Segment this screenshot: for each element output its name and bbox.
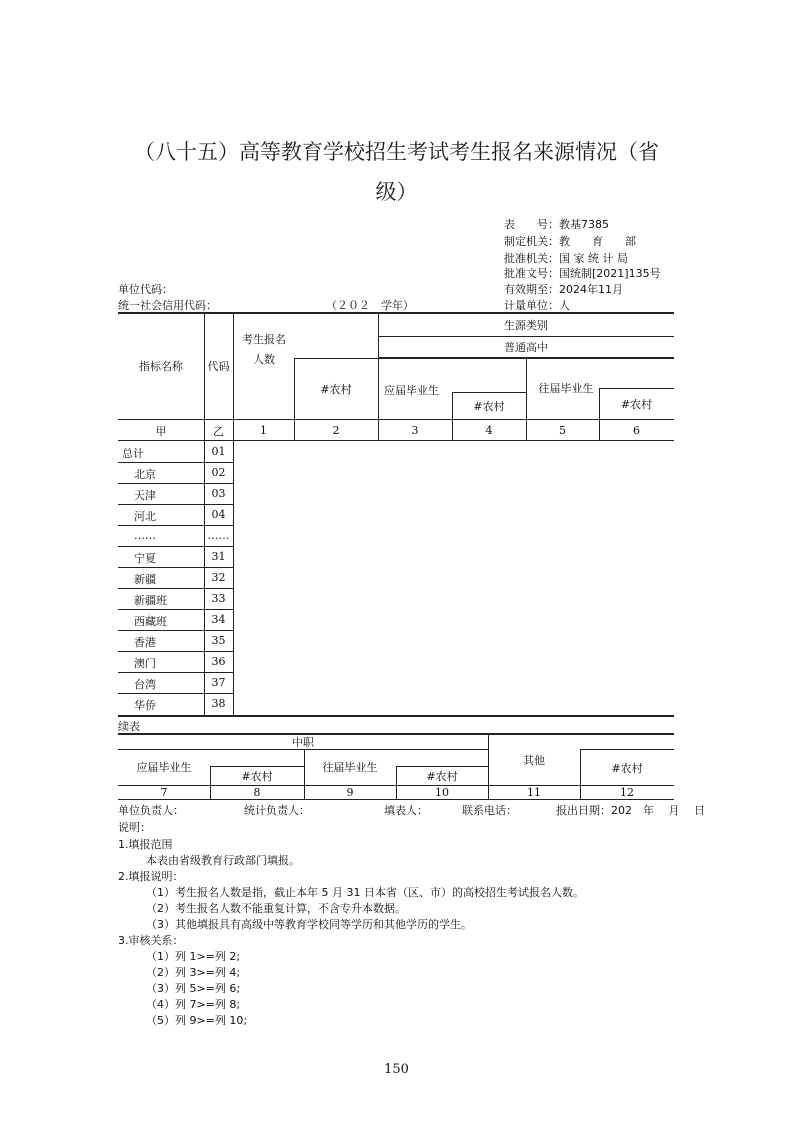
notes-section-1-text: 本表由省级教育行政部门填报。 — [146, 854, 300, 867]
index-cell-2: 10 — [435, 786, 449, 799]
notes-s2-item: （2）考生报名人数不能重复计算，不含专升本数据。 — [146, 902, 406, 915]
report-date-label: 报出日期：202 年 月 日 — [556, 804, 705, 817]
index-cell: 6 — [633, 424, 640, 437]
header-code: 代码 — [207, 360, 230, 373]
index-cell: 乙 — [213, 424, 224, 438]
row-name: 总计 — [122, 447, 144, 460]
header-other: 其他 — [523, 753, 545, 767]
stat-leader-label: 统计负责人： — [244, 804, 310, 817]
notes-s3-item: （1）列 1>=列 2; — [146, 950, 241, 963]
header-indicator: 指标名称 — [139, 360, 183, 373]
unit-code-label: 单位代码： — [118, 283, 173, 296]
meta-approval-doc: 批准文号：国统制[2021]135号 — [504, 267, 661, 280]
index-cell: 3 — [411, 424, 419, 437]
meta-approved-by: 批准机关：国 家 统 计 局 — [504, 252, 628, 265]
row-name: 北京 — [134, 468, 156, 481]
row-name: 澳门 — [134, 657, 156, 670]
header-rural-1: #农村 — [320, 383, 352, 396]
notes-s3-item: （5）列 9>=列 10; — [146, 1014, 248, 1027]
header-rural-fresh: #农村 — [473, 400, 505, 413]
row-name: 香港 — [134, 636, 156, 649]
notes-s3-item: （4）列 7>=列 8; — [146, 998, 241, 1011]
row-code: 31 — [211, 550, 226, 563]
page-title-line2: 级） — [375, 180, 418, 204]
row-name: 河北 — [134, 510, 156, 523]
row-code: 04 — [211, 508, 226, 521]
notes-section-1: 1.填报范围 — [118, 838, 173, 851]
header-source-type: 生源类别 — [504, 318, 548, 332]
meta-valid-until: 有效期至：2024年11月 — [504, 283, 623, 296]
index-cell-2: 11 — [527, 786, 541, 799]
row-name: …… — [134, 529, 156, 542]
unit-leader-label: 单位负责人： — [118, 804, 184, 817]
index-cell-2: 9 — [346, 786, 354, 799]
index-cell: 2 — [332, 424, 340, 437]
phone-label: 联系电话： — [462, 804, 517, 817]
row-name: 西藏班 — [134, 615, 167, 628]
row-name: 宁夏 — [134, 552, 156, 565]
header-past-grads-2: 往届毕业生 — [322, 761, 378, 774]
index-cell: 5 — [559, 424, 566, 437]
notes-s2-item: （1）考生报名人数是指，截止本年 5 月 31 日本省（区、市）的高校招生考试报名人数。 — [146, 886, 584, 899]
header-fresh-grads-2: 应届毕业生 — [136, 761, 192, 774]
header-general-high: 普通高中 — [504, 341, 548, 354]
row-name: 台湾 — [134, 678, 156, 691]
index-cell: 4 — [485, 424, 493, 437]
row-name: 华侨 — [134, 699, 156, 712]
row-code: 02 — [211, 466, 226, 479]
header-past-grads: 往届毕业生 — [538, 382, 594, 395]
page-title-line1: （八十五）高等教育学校招生考试考生报名来源情况（省 — [134, 140, 659, 164]
page-number: 150 — [384, 1062, 409, 1077]
notes-s3-item: （2）列 3>=列 4; — [146, 966, 241, 979]
row-code: 01 — [211, 445, 226, 458]
header-fresh-grads: 应届毕业生 — [384, 384, 439, 397]
notes-section-3: 3.审核关系： — [118, 934, 184, 947]
notes-s3-item: （3）列 5>=列 6; — [146, 982, 241, 995]
header-rural-2b: #农村 — [426, 770, 458, 783]
meta-unit: 计量单位：人 — [504, 299, 570, 312]
row-code: 37 — [211, 676, 226, 689]
continued-label: 续表 — [118, 720, 140, 733]
header-applicants: 考生报名人数 — [242, 333, 286, 366]
index-cell-2: 8 — [253, 786, 261, 799]
row-name: 天津 — [134, 489, 156, 502]
notes-s2-item: （3）其他填报具有高级中等教育学校同等学历和其他学历的学生。 — [146, 918, 472, 931]
row-name: 新疆 — [134, 573, 156, 586]
row-code: …… — [207, 529, 230, 542]
index-cell-2: 12 — [620, 786, 634, 799]
notes-section-2: 2.填报说明： — [118, 870, 184, 883]
row-code: 03 — [211, 487, 226, 500]
meta-made-by: 制定机关：教 育 部 — [504, 235, 636, 248]
row-code: 34 — [211, 613, 226, 626]
header-rural-past: #农村 — [620, 398, 653, 411]
header-vocational: 中职 — [292, 735, 314, 749]
row-code: 32 — [211, 571, 226, 584]
header-rural-2a: #农村 — [241, 770, 273, 783]
header-rural-2c: #农村 — [611, 761, 643, 775]
row-code: 33 — [211, 592, 226, 605]
row-code: 38 — [211, 697, 226, 710]
filler-label: 填表人： — [384, 804, 428, 817]
index-cell: 甲 — [155, 424, 167, 438]
credit-code-label: 统一社会信用代码： — [118, 299, 217, 312]
meta-table-no: 表 号：教基7385 — [504, 218, 609, 231]
notes-heading: 说明： — [118, 821, 151, 834]
row-code: 36 — [211, 655, 226, 668]
row-name: 新疆班 — [134, 594, 167, 607]
row-code: 35 — [211, 634, 226, 647]
index-cell-2: 7 — [160, 786, 168, 799]
school-year-label: （２０２ 学年） — [326, 299, 414, 312]
index-cell: 1 — [260, 424, 267, 437]
